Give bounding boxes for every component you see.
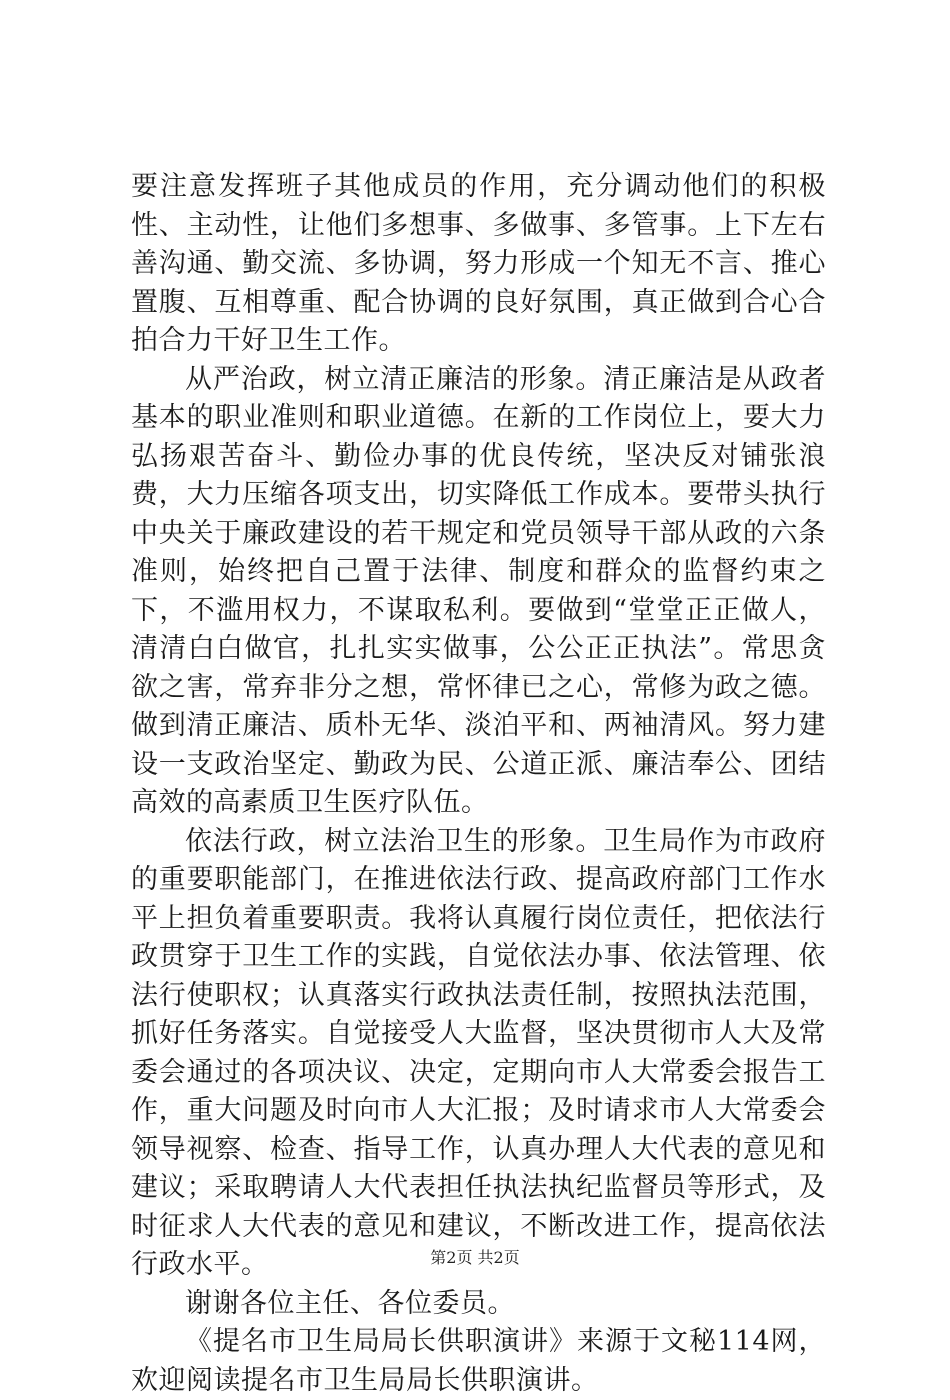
document-body bbox=[131, 168, 826, 1400]
paragraph-4: 谢谢各位主任、各位委员。 bbox=[185, 1287, 515, 1319]
paragraph-3: 依法行政，树立法治卫生的形象。卫生局作为市政府的重要职能部门，在推进依法行政、提高政府部门工作水平上担负着重要职责。我将认真履行岗位责任，把依法行政贯穿于卫生工作的实践，自觉依法办事、依法管理、依法行使职权；认真落实行政执法责任制，按照执法范围，抓好任务落实。自觉接受人大监督，坚决贯彻市人大及常委会通过的各项决议、决定，定期向市人大常委会报告工作，重大问题及时向市人大汇报；及时请求市人大常委会领导视察、检查、指导工作，认真办理人大代表的意见和建议；采取聘请人大代表担任执法执纪监督员等形式，及时征求人大代表的意见和建议，不断改进工作，提高依法行政水平。 bbox=[131, 825, 826, 1280]
paragraph-5: 《提名市卫生局局长供职演讲》来源于文秘114网，欢迎阅读提名市卫生局局长供职演讲。 bbox=[131, 1326, 826, 1396]
page-footer: 第2页 共2页 bbox=[430, 1248, 520, 1267]
paragraph-1: 要注意发挥班子其他成员的作用，充分调动他们的积极性、主动性，让他们多想事、多做事、多管事。上下左右善沟通、勤交流、多协调，努力形成一个知无不言、推心置腹、互相尊重、配合协调的良好氛围，真正做到合心合拍合力干好卫生工作。 bbox=[131, 171, 826, 356]
paragraph-2: 从严治政，树立清正廉洁的形象。清正廉洁是从政者基本的职业准则和职业道德。在新的工作岗位上，要大力弘扬艰苦奋斗、勤俭办事的优良传统，坚决反对铺张浪费，大力压缩各项支出，切实降低工作成本。要带头执行中央关于廉政建设的若干规定和党员领导干部从政的六条准则，始终把自己置于法律、制度和群众的监督约束之下，不滥用权力，不谋取私利。要做到“堂堂正正做人，清清白白做官，扎扎实实做事，公公正正执法”。常思贪欲之害，常弃非分之想，常怀律已之心，常修为政之德。做到清正廉洁、质朴无华、淡泊平和、两袖清风。努力建设一支政治坚定、勤政为民、公道正派、廉洁奉公、团结高效的高素质卫生医疗队伍。 bbox=[131, 363, 826, 818]
